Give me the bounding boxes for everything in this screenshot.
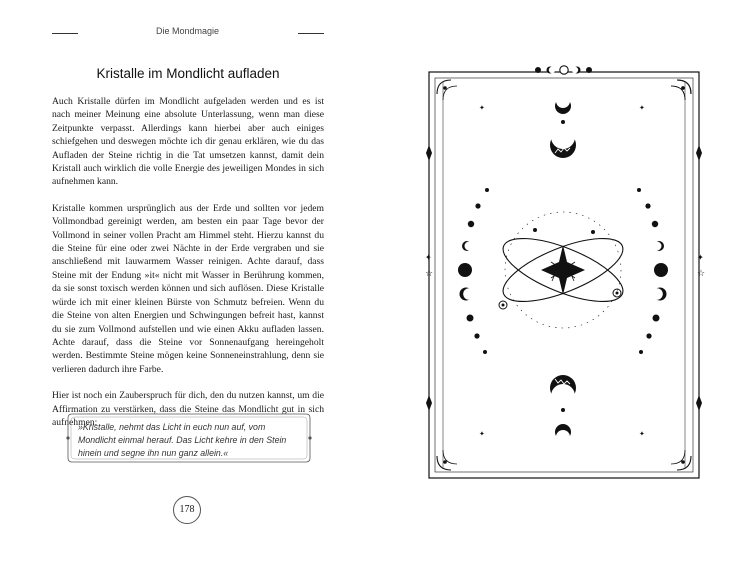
running-head: Die Mondmagie	[155, 26, 220, 36]
svg-text:✦: ✦	[639, 430, 645, 438]
svg-text:☆: ☆	[697, 269, 706, 279]
paragraph-2: Kristalle kommen ursprünglich aus der Erde und sollten vor jedem Vollmondbad gereinigt werden, am besten ein paar Tage bevor der Vollmond in seiner vollen Pracht am Himmel steht. Hierzu kannst du die Steine für eine oder zwei Nächte in der Erde vergraben und sie anschließend mit lauwarmem Wasser reinigen. Achte darauf, dass Steine mit der Endung »it« nicht mit Wasser in Berührung kommen, da sie sonst toxisch werden können und sich auflösen. Diese Kristalle würde ich mit einer kleinen Bürste von Schmutz befreien. Wenn du die Steine von alten Energien und Schwingungen befreit hast, kannst du sie zum Vollmond aufstellen und wie einen Akku aufladen lassen. Achte darauf, dass die Steine vor Sonnenaufgang hereingeholt werden. Bestimmte Steine mögen keine Sonneneinstrahlung, denn sie verlieren dadurch ihre Farbe.	[52, 202, 324, 375]
page-number: 178	[173, 496, 201, 524]
central-orbit-star	[495, 212, 630, 328]
svg-text:✦: ✦	[479, 104, 485, 112]
top-moon-phase-row	[535, 66, 592, 74]
left-page	[0, 0, 375, 556]
svg-text:✦: ✦	[479, 430, 485, 438]
body-text	[52, 95, 324, 442]
svg-text:✦: ✦	[639, 104, 645, 112]
quote-box	[66, 412, 312, 464]
svg-text:☆: ☆	[425, 269, 434, 279]
chapter-title: Kristalle im Mondlicht aufladen	[96, 66, 280, 81]
paragraph-1: Auch Kristalle dürfen im Mondlicht aufgeladen werden und es ist nach meiner Meinung eine absolute Unterlassung, wenn man diese Zeitpunkte verpasst. Allerdings kann hierbei aber auch einiges schiefgehen und deswegen möchte ich dir genau erklären, wie du das Aufladen der Steine richtig in die Tat umsetzen kannst, damit dein Kristall auch wirklich die volle Energie des jeweiligen Mondes in sich aufnehmen kann.	[52, 96, 324, 188]
svg-text:✦: ✦	[697, 253, 704, 262]
upper-crescents	[550, 94, 576, 158]
celestial-moon-phases-illustration	[375, 0, 750, 556]
left-phase-arc	[458, 188, 489, 354]
svg-text:✦: ✦	[425, 253, 432, 262]
right-page	[375, 0, 750, 556]
running-head-rule-left	[52, 33, 78, 34]
quote-text: »Kristalle, nehmt das Licht in euch nun auf, vom Mondlicht einmal herauf. Das Licht kehre in den Stein hinein und segne ihn nun ganz allein.«	[78, 422, 287, 458]
right-phase-arc	[637, 188, 668, 354]
running-head-rule-right	[298, 33, 324, 34]
lower-crescents	[550, 375, 576, 444]
paragraph-3: Hier ist noch ein Zauberspruch für dich, den du nutzen kannst, um die Affirmation zu verstärken, dass die Steine das Mondlicht gut in sich aufnehmen:	[52, 390, 324, 428]
